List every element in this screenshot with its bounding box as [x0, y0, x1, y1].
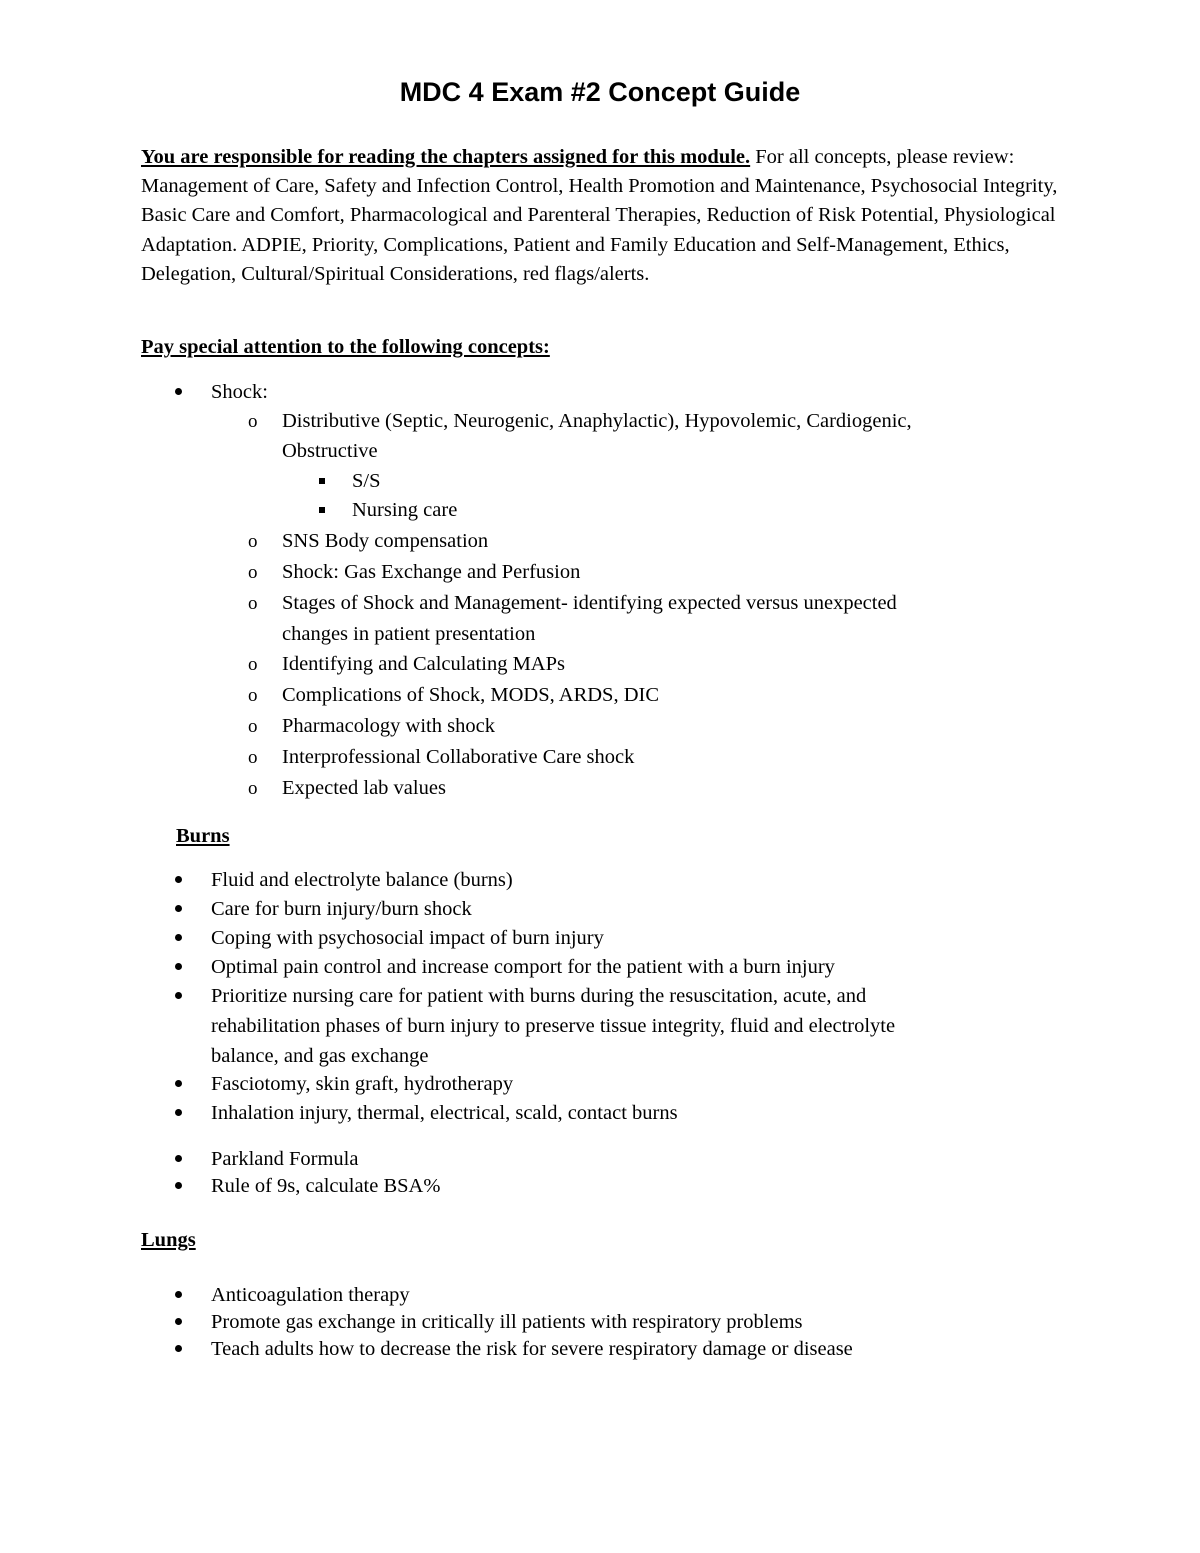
burns-item-continued: balance, and gas exchange: [211, 1045, 429, 1067]
bullet-icon: [175, 905, 182, 912]
shock-types-line-2: Obstructive: [282, 440, 378, 462]
bullet-icon: [175, 1345, 182, 1352]
intro-paragraph: [141, 143, 1061, 289]
circle-bullet-icon: o: [248, 562, 258, 583]
circle-bullet-icon: o: [248, 716, 258, 737]
bullet-icon: [175, 1080, 182, 1087]
circle-bullet-icon: o: [248, 411, 258, 432]
square-bullet-icon: [319, 507, 325, 513]
shock-item: Complications of Shock, MODS, ARDS, DIC: [282, 684, 659, 706]
shock-types-line-1: Distributive (Septic, Neurogenic, Anaphylactic), Hypovolemic, Cardiogenic,: [282, 410, 912, 432]
bullet-icon: [175, 1182, 182, 1189]
attention-heading: Pay special attention to the following concepts:: [141, 336, 550, 358]
shock-item: Stages of Shock and Management- identifying expected versus unexpected: [282, 592, 897, 614]
burns-item: Parkland Formula: [211, 1148, 359, 1170]
burns-item: Optimal pain control and increase comport for the patient with a burn injury: [211, 956, 835, 978]
lungs-item: Anticoagulation therapy: [211, 1284, 410, 1306]
shock-label: Shock:: [211, 381, 268, 403]
shock-item: Shock: Gas Exchange and Perfusion: [282, 561, 581, 583]
burns-heading: Burns: [176, 825, 230, 847]
burns-item: Fasciotomy, skin graft, hydrotherapy: [211, 1073, 514, 1095]
bullet-icon: [175, 1155, 182, 1162]
shock-item: SNS Body compensation: [282, 530, 489, 552]
burns-item-continued: rehabilitation phases of burn injury to preserve tissue integrity, fluid and electrolyte: [211, 1015, 896, 1037]
burns-item: Rule of 9s, calculate BSA%: [211, 1175, 441, 1197]
burns-item: Prioritize nursing care for patient with burns during the resuscitation, acute, and: [211, 985, 867, 1007]
shock-item: Interprofessional Collaborative Care shock: [282, 746, 635, 768]
circle-bullet-icon: o: [248, 593, 258, 614]
shock-item: Identifying and Calculating MAPs: [282, 653, 565, 675]
shock-sub-nursing-care: Nursing care: [352, 499, 458, 521]
burns-item: Inhalation injury, thermal, electrical, scald, contact burns: [211, 1102, 678, 1124]
page-title: MDC 4 Exam #2 Concept Guide: [399, 77, 801, 107]
burns-item: Care for burn injury/burn shock: [211, 898, 472, 920]
circle-bullet-icon: o: [248, 654, 258, 675]
bullet-icon: [175, 963, 182, 970]
square-bullet-icon: [319, 478, 325, 484]
bullet-icon: [175, 1318, 182, 1325]
burns-item: Fluid and electrolyte balance (burns): [211, 869, 513, 891]
lungs-item: Teach adults how to decrease the risk for severe respiratory damage or disease: [211, 1338, 853, 1360]
shock-sub-ss: S/S: [352, 470, 381, 492]
burns-item: Coping with psychosocial impact of burn injury: [211, 927, 604, 949]
bullet-icon: [175, 1109, 182, 1116]
circle-bullet-icon: o: [248, 778, 258, 799]
circle-bullet-icon: o: [248, 747, 258, 768]
bullet-icon: [175, 388, 182, 395]
circle-bullet-icon: o: [248, 685, 258, 706]
shock-item: Pharmacology with shock: [282, 715, 495, 737]
lungs-heading: Lungs: [141, 1229, 196, 1251]
intro-body: For all concepts, please review: Management of Care, Safety and Infection Control, Health Promotion and Maintenance, Psychosocial Integrity, Basic Care and Comfort, Pharmacological and Parenteral Therapies, Reduction of Risk Potential, Physiological Adaptation. ADPIE, Priority, Complications, Patient and Family Education and Self-Management, Ethics, Delegation, Cultural/Spiritual Considerations, red flags/alerts.: [141, 146, 1058, 285]
bullet-icon: [175, 1291, 182, 1298]
bullet-icon: [175, 992, 182, 999]
circle-bullet-icon: o: [248, 531, 258, 552]
lungs-item: Promote gas exchange in critically ill patients with respiratory problems: [211, 1311, 803, 1333]
shock-item-continued: changes in patient presentation: [282, 623, 536, 645]
bullet-icon: [175, 876, 182, 883]
bullet-icon: [175, 934, 182, 941]
shock-item: Expected lab values: [282, 777, 446, 799]
intro-lead: You are responsible for reading the chapters assigned for this module.: [141, 146, 751, 168]
